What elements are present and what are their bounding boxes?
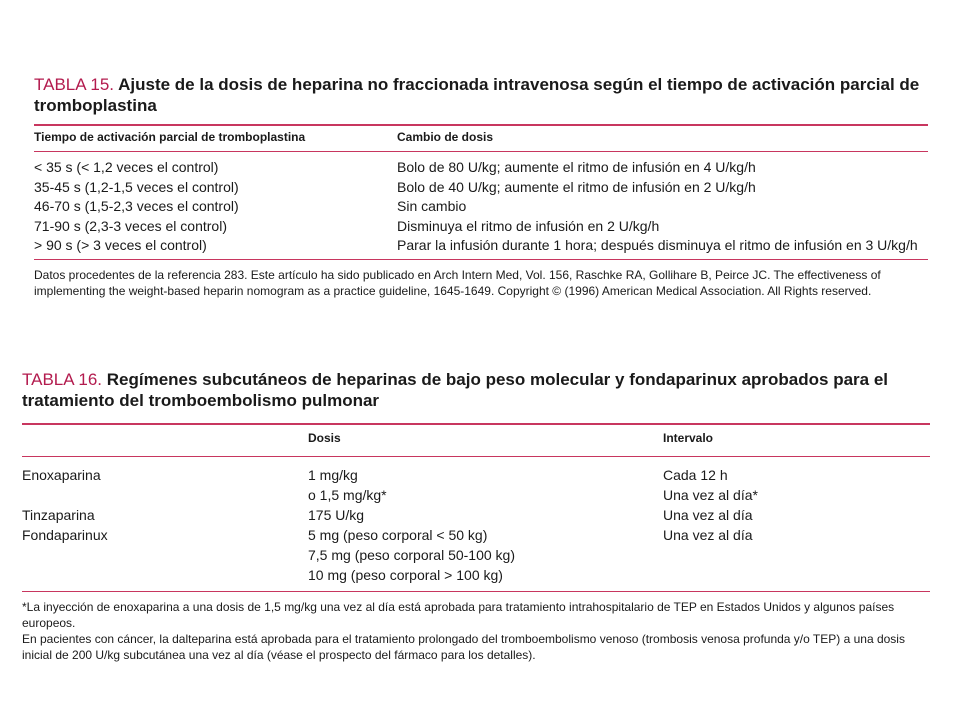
cell-drug: Tinzaparina	[22, 507, 95, 523]
table-15	[34, 74, 928, 299]
table-row	[34, 236, 928, 256]
table-16-title-text: Regímenes subcutáneos de heparinas de bajo peso molecular y fondaparinux aprobados para el tratamiento del tromboembolismo pulmonar	[22, 370, 889, 410]
table-row	[22, 505, 930, 525]
table-15-header	[34, 126, 928, 151]
cell-dose: 175 U/kg	[308, 507, 365, 523]
cell-dose-change: Parar la infusión durante 1 hora; después disminuya el ritmo de infusión en 3 U/kg/h	[397, 237, 918, 253]
footnote-text: En pacientes con cáncer, la dalteparina está aprobada para el tratamiento prolongado del tromboembolismo venoso (trombosis venosa profunda y/o TEP) a una dosis inicial de 200 U/kg subcutánea una vez al día (véase el prospecto del fármaco para los detalles).	[22, 632, 905, 662]
cell-aptt: 46-70 s (1,5-2,3 veces el control)	[34, 198, 239, 214]
table-16	[22, 369, 930, 663]
bottom-rule	[22, 591, 930, 592]
cell-dose-change: Disminuya el ritmo de infusión en 2 U/kg/h	[397, 217, 660, 234]
table-15-title-text: Ajuste de la dosis de heparina no fraccionada intravenosa según el tiempo de activación parcial de tromboplastina	[34, 75, 920, 115]
footnote-text: Datos procedentes de la referencia 283. Este artículo ha sido publicado en Arch Intern Med, Vol. 156, Raschke RA, Gollihare B, Peirce JC. The effectiveness of implementing the weight-based heparin nomogram as a practice guideline, 1645-1649. Copyright © (1996) American Medical Association. All Rights reserved.	[34, 267, 881, 298]
cell-aptt: 71-90 s (2,3-3 veces el control)	[34, 217, 227, 234]
table-15-body	[34, 152, 928, 259]
table-15-number: TABLA 15.	[34, 75, 115, 94]
column-header-interval: Intervalo	[663, 431, 714, 445]
cell-drug	[22, 485, 308, 505]
cell-dose: 5 mg (peso corporal < 50 kg)	[308, 527, 488, 543]
table-16-header	[22, 425, 930, 456]
table-row	[22, 525, 930, 545]
cell-dose-change: Sin cambio	[397, 198, 467, 214]
cell-dose: o 1,5 mg/kg*	[308, 487, 387, 503]
cell-dose: 7,5 mg (peso corporal 50-100 kg)	[308, 547, 515, 563]
column-header-dose-change: Cambio de dosis	[397, 130, 494, 144]
cell-drug	[22, 545, 308, 565]
bottom-rule	[34, 259, 928, 260]
table-row	[22, 565, 930, 585]
table-row	[22, 465, 930, 485]
column-header-dose: Dosis	[308, 431, 341, 445]
table-row	[34, 178, 928, 198]
cell-dose: 10 mg (peso corporal > 100 kg)	[308, 567, 503, 583]
cell-dose: 1 mg/kg	[308, 467, 358, 483]
cell-drug: Fondaparinux	[22, 527, 108, 543]
table-16-title	[22, 369, 930, 411]
column-header-drug	[22, 431, 308, 445]
cell-interval: Una vez al día	[663, 527, 753, 543]
cell-aptt: > 90 s (> 3 veces el control)	[34, 237, 207, 253]
cell-aptt: 35-45 s (1,2-1,5 veces el control)	[34, 178, 239, 195]
table-15-footnote	[34, 267, 928, 299]
cell-interval: Cada 12 h	[663, 467, 728, 483]
table-row	[22, 485, 930, 505]
cell-drug	[22, 565, 308, 585]
table-row	[34, 158, 928, 178]
cell-aptt: < 35 s (< 1,2 veces el control)	[34, 159, 219, 175]
cell-dose-change: Bolo de 40 U/kg; aumente el ritmo de infusión en 2 U/kg/h	[397, 178, 756, 195]
cell-drug: Enoxaparina	[22, 467, 101, 483]
table-16-body	[22, 457, 930, 591]
table-row	[34, 217, 928, 237]
cell-interval: Una vez al día	[663, 507, 753, 523]
table-row	[34, 197, 928, 217]
column-header-aptt: Tiempo de activación parcial de tromboplastina	[34, 130, 306, 144]
table-16-number: TABLA 16.	[22, 370, 103, 389]
footnote-text: *La inyección de enoxaparina a una dosis de 1,5 mg/kg una vez al día está aprobada para tratamiento intrahospitalario de TEP en Estados Unidos y algunos países europeos.	[22, 600, 895, 630]
table-15-title	[34, 74, 928, 116]
table-row	[22, 545, 930, 565]
cell-interval: Una vez al día*	[663, 487, 758, 503]
cell-dose-change: Bolo de 80 U/kg; aumente el ritmo de infusión en 4 U/kg/h	[397, 159, 756, 175]
table-16-footnotes	[22, 599, 930, 663]
